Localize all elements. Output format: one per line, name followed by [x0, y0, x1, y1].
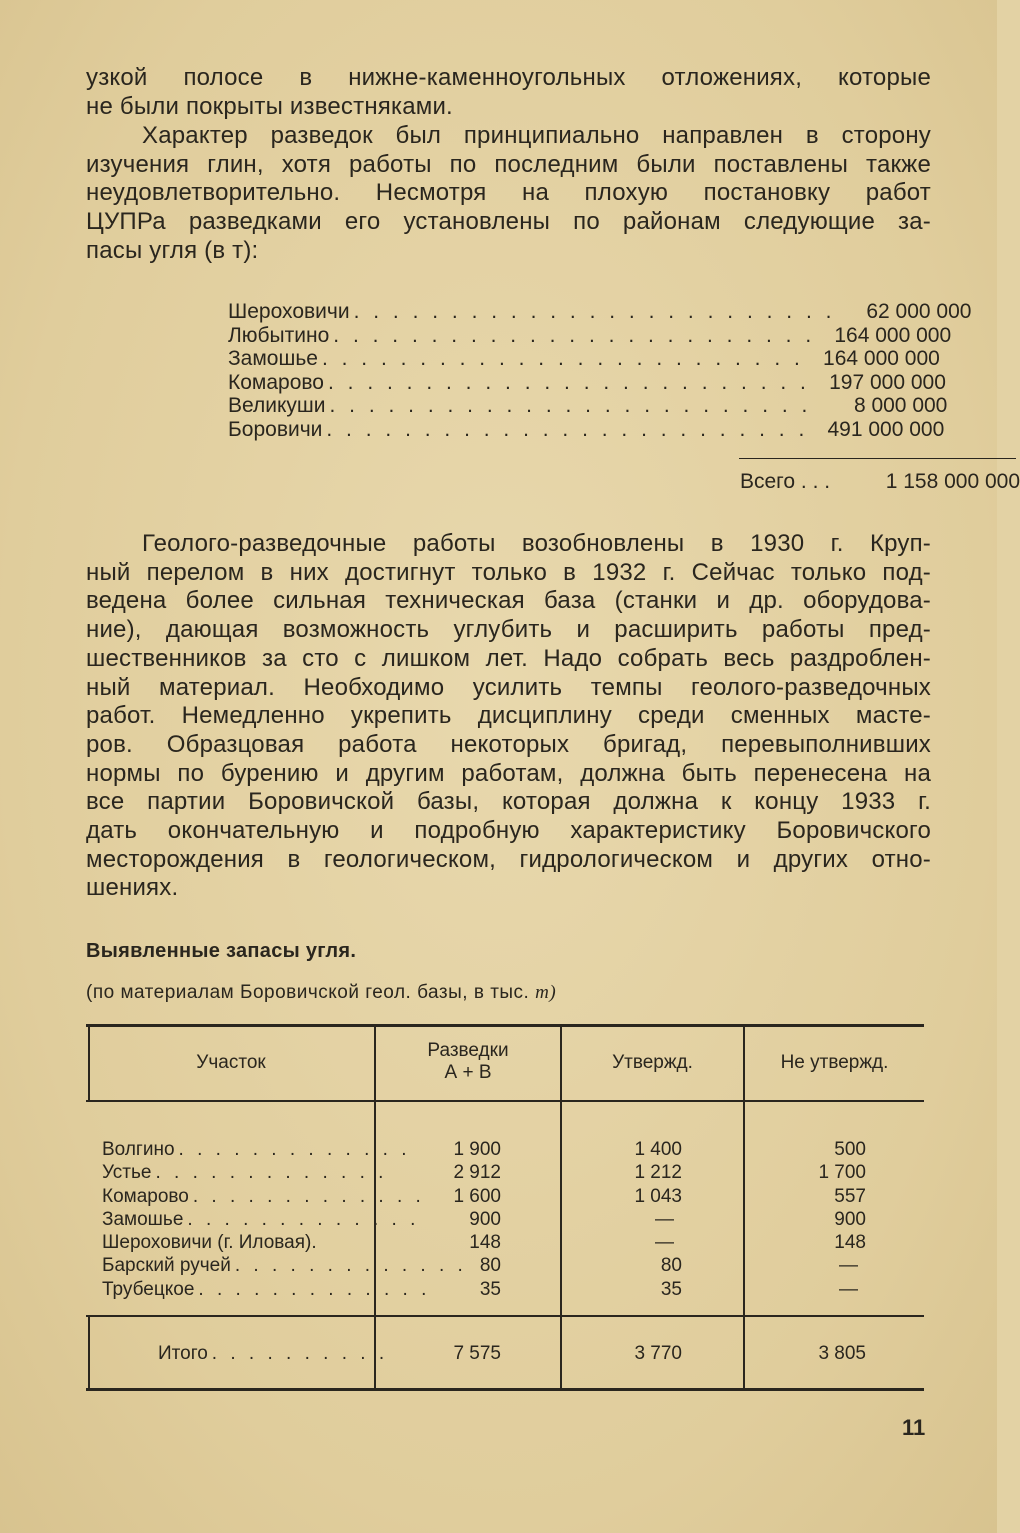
reserve-row [228, 300, 972, 324]
text-line: месторождения в геологическом, гидрологическом и других отно- [86, 845, 931, 873]
table-title: Выявленные запасы угля. [86, 940, 357, 962]
leader-dots: . . . . . . . . . . . . . . . . . . . . . . . . . [333, 323, 816, 347]
total-rule [86, 1315, 924, 1317]
text-line: нормы по бурению и другим работам, должна быть перенесена на [86, 759, 931, 787]
leader-dots: . . . . . . . . . . [211, 1343, 389, 1364]
cell-ab: 1 600 [453, 1185, 501, 1207]
table-subtitle [86, 982, 556, 1004]
reserve-row [228, 347, 940, 371]
plot-name: Трубецкое [102, 1278, 195, 1300]
plot-name: Волгино [102, 1139, 175, 1160]
cell-not-approved: 148 [834, 1232, 866, 1254]
reserve-total [740, 470, 1020, 494]
leader-dots: . . . . . . . . . . . . . [155, 1162, 388, 1184]
reserve-value: 491 000 000 [827, 417, 945, 441]
total-row-label [158, 1342, 389, 1365]
table-row [102, 1185, 425, 1208]
subtitle-text: (по материалам Боровичской геол. базы, в тыс. [86, 982, 530, 1003]
text-line: изучения глин, хотя работы по последним были поставлены также [86, 150, 931, 178]
paragraph-2 [86, 122, 931, 266]
leader-dots: . . . . . . . . . . . . . [234, 1255, 467, 1277]
total-approved: 3 770 [634, 1343, 682, 1364]
cell-ab: 2 912 [453, 1162, 501, 1184]
cell-approved: — [655, 1208, 674, 1230]
cell-ab: 148 [469, 1232, 501, 1254]
plot-name: Замошье [102, 1208, 184, 1230]
table-row [102, 1254, 467, 1277]
reserves-table [86, 1024, 924, 1392]
coal-reserves-list [228, 300, 1020, 493]
leader-dots: . . . . . . . . . . . . . [198, 1278, 431, 1300]
plot-name: Устье [102, 1162, 152, 1184]
header-surveys-line2: А + В [444, 1062, 492, 1083]
cell-not-approved: 1 700 [818, 1162, 866, 1184]
total-label: Всего . . . [740, 470, 831, 493]
cell-not-approved: 557 [834, 1185, 866, 1207]
plot-name: Комарово [102, 1185, 189, 1207]
reserve-row [228, 394, 948, 418]
reserve-row [228, 417, 945, 442]
table-row [102, 1138, 411, 1161]
header-surveys [376, 1040, 560, 1084]
cell-approved: 1 400 [634, 1139, 682, 1160]
page-number: 11 [902, 1415, 926, 1440]
leader-dots: . . . . . . . . . . . . . . . . . . . . . . . . . [328, 370, 810, 394]
total-label: Итого [158, 1343, 208, 1364]
leader-dots: . . . . . . . . . . . . . . . . . . . . . . . . . [353, 300, 836, 323]
column-not-approved [745, 1138, 866, 1301]
cell-ab: 1 900 [453, 1139, 501, 1160]
table-bottom-rule [86, 1388, 924, 1391]
reserve-district: Замошье [228, 347, 318, 370]
column-surveys-ab [376, 1138, 501, 1301]
text-line: узкой полосе в нижне-каменноугольных отложениях, которые [86, 64, 931, 91]
table-top-rule [86, 1024, 924, 1027]
text-line: ЦУПРа разведками его установлены по районам следующие за- [86, 208, 931, 236]
total-not-approved: 3 805 [818, 1343, 866, 1364]
total-ab: 7 575 [453, 1343, 501, 1364]
reserve-district: Шероховичи [228, 300, 350, 323]
text-line: пасы угля (в т): [86, 236, 259, 264]
plot-name: Шероховичи (г. Иловая). [102, 1232, 317, 1254]
text-line: не были покрыты известняками. [86, 92, 453, 120]
table-row [102, 1278, 431, 1301]
text-line: Характер разведок был принципиально направлен в сторону [142, 122, 931, 149]
header-approved: Утвержд. [612, 1052, 693, 1073]
col-rule [88, 1317, 90, 1388]
leader-dots: . . . . . . . . . . . . . . . . . . . . . . . . . [329, 394, 812, 417]
total-value: 1 158 000 000 [885, 470, 1020, 493]
reserve-row [228, 323, 952, 348]
table-row [102, 1208, 420, 1231]
reserve-value: 164 000 000 [823, 347, 940, 370]
reserve-district: Любытино [228, 323, 330, 347]
text-line: шениях. [86, 874, 179, 902]
leader-dots: . . . . . . . . . . . . . . . . . . . . . . . . . [326, 417, 809, 441]
cell-ab: 35 [479, 1278, 501, 1300]
column-plot-names [102, 1138, 467, 1301]
reserve-value: 62 000 000 [866, 300, 972, 323]
cell-not-approved: — [839, 1255, 858, 1277]
cell-approved: 1 043 [634, 1185, 682, 1207]
reserve-value: 164 000 000 [834, 323, 952, 347]
header-not-approved: Не утвержд. [780, 1052, 889, 1073]
text-line: ный материал. Необходимо усилить темпы геолого-разведочных [86, 673, 931, 701]
reserve-district: Боровичи [228, 417, 323, 441]
reserve-value: 197 000 000 [829, 370, 946, 394]
leader-dots: . . . . . . . . . . . . . [187, 1208, 420, 1230]
plot-name: Барский ручей [102, 1255, 231, 1277]
header-plot: Участок [196, 1052, 266, 1073]
cell-not-approved: — [839, 1278, 858, 1300]
text-line: ный перелом в них достигнут только в 1932 г. Сейчас только под- [86, 558, 931, 586]
table-row [102, 1231, 370, 1254]
text-line: работ. Немедленно укрепить дисциплину среди сменных масте- [86, 702, 931, 730]
cell-approved: 35 [660, 1278, 682, 1300]
cell-ab: 80 [479, 1255, 501, 1277]
paragraph-1 [86, 64, 931, 121]
leader-dots: . . . . . . . . . . . . . . . . . . . . . . . . . [321, 347, 804, 370]
cell-approved: — [655, 1232, 674, 1254]
reserve-row [228, 370, 946, 395]
cell-approved: 1 212 [634, 1162, 682, 1184]
reserve-district: Великуши [228, 394, 326, 417]
column-approved [562, 1138, 682, 1301]
leader-dots: . . . . . . . . . . . . . [178, 1139, 411, 1160]
cell-approved: 80 [660, 1255, 682, 1277]
text-line: ров. Образцовая работа некоторых бригад, перевыполнивших [86, 730, 931, 758]
text-line: Геолого-разведочные работы возобновлены в 1930 г. Круп- [142, 530, 931, 557]
text-line: все партии Боровичской базы, которая должна к концу 1933 г. [86, 788, 931, 816]
table-row [102, 1161, 388, 1184]
cell-not-approved: 900 [834, 1208, 866, 1230]
text-line: неудовлетворительно. Несмотря на плохую постановку работ [86, 179, 931, 207]
text-line: шественников за сто с лишком лет. Надо собрать весь раздроблен- [86, 644, 931, 672]
total-rule [739, 458, 1016, 459]
cell-not-approved: 500 [834, 1139, 866, 1160]
reserve-value: 8 000 000 [853, 394, 948, 417]
text-line: ведена более сильная техническая база (станки и др. оборудова- [86, 587, 931, 615]
leader-dots: . . . . . . . . . . . . . [192, 1185, 425, 1207]
paragraph-3 [86, 530, 931, 903]
header-surveys-line1: Разведки [427, 1040, 509, 1061]
header-rule [86, 1100, 924, 1102]
text-line: дать окончательную и подробную характеристику Боровичского [86, 817, 931, 845]
cell-ab: 900 [469, 1208, 501, 1230]
text-line: ние), дающая возможность углубить и расширить работы пред- [86, 616, 931, 644]
reserve-district: Комарово [228, 370, 324, 394]
subtitle-unit: т) [535, 982, 557, 1003]
